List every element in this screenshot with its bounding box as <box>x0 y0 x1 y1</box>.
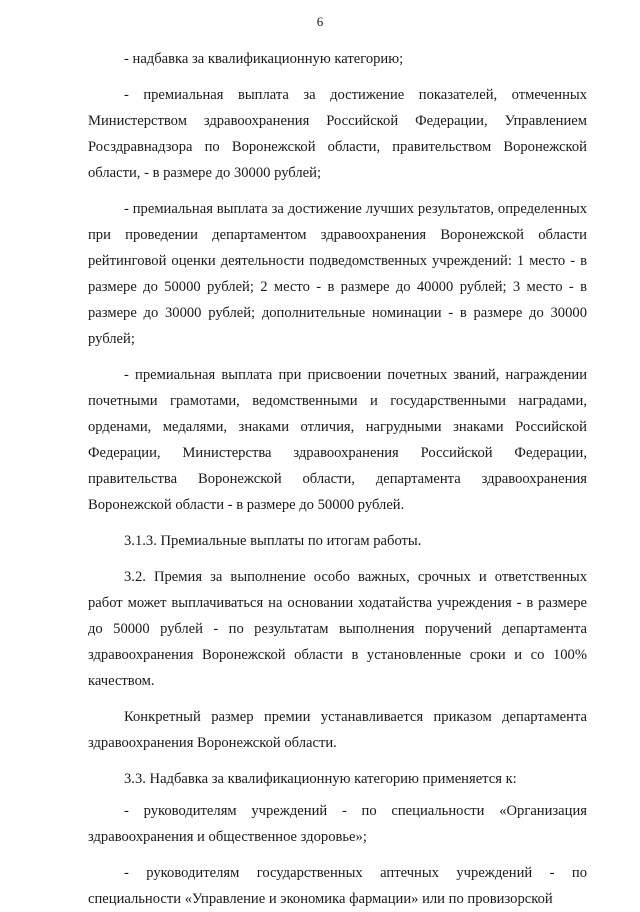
paragraph-bonus-awards: - премиальная выплата при присвоении почетных званий, награждении почетными грамотами, ведомственными и государственными наградами, орденами, медалями, знаками отличия, нагрудными знаками Российской Федерации, Министерства здравоохранения Российской Федерации, правительства Воронежской области, департамента здравоохранения Воронежской области - в размере до 50000 рублей. <box>88 367 587 513</box>
paragraph-qualification-bonus: - надбавка за квалификационную категорию; <box>124 51 404 67</box>
paragraph-section-3-2: 3.2. Премия за выполнение особо важных, срочных и ответственных работ может выплачиваться на основании ходатайства учреждения - в размере до 50000 рублей - по результатам выполнения поручений департамента здравоохранения Воронежской области в установленные сроки и со 100% качеством. <box>88 569 587 689</box>
paragraph-heads-of-institutions: - руководителям учреждений - по специальности «Организация здравоохранения и общественное здоровье»; <box>88 803 587 845</box>
paragraph-premium-amount: Конкретный размер премии устанавливается приказом департамента здравоохранения Воронежской области. <box>88 709 587 751</box>
paragraph-bonus-indicators: - премиальная выплата за достижение показателей, отмеченных Министерством здравоохранения Российской Федерации, Управлением Росздравнадзора по Воронежской области, правительством Воронежской области, - в размере до 30000 рублей; <box>88 87 587 181</box>
document-body <box>88 46 587 912</box>
paragraph-bonus-rating: - премиальная выплата за достижение лучших результатов, определенных при проведении департаментом здравоохранения Воронежской области рейтинговой оценки деятельности подведомственных учреждений: 1 место - в размере до 50000 рублей; 2 место - в размере до 40000 рублей; 3 место - в размере до 30000 рублей; дополнительные номинации - в размере до 30000 рублей; <box>88 201 587 347</box>
paragraph-section-3-3: 3.3. Надбавка за квалификационную категорию применяется к: <box>124 771 517 787</box>
paragraph-heads-of-pharmacies: - руководителям государственных аптечных учреждений - по специальности «Управление и экономика фармации» или по провизорской <box>88 865 587 907</box>
page-number: 6 <box>316 14 324 29</box>
paragraph-section-3-1-3: 3.1.3. Премиальные выплаты по итогам работы. <box>124 533 422 549</box>
